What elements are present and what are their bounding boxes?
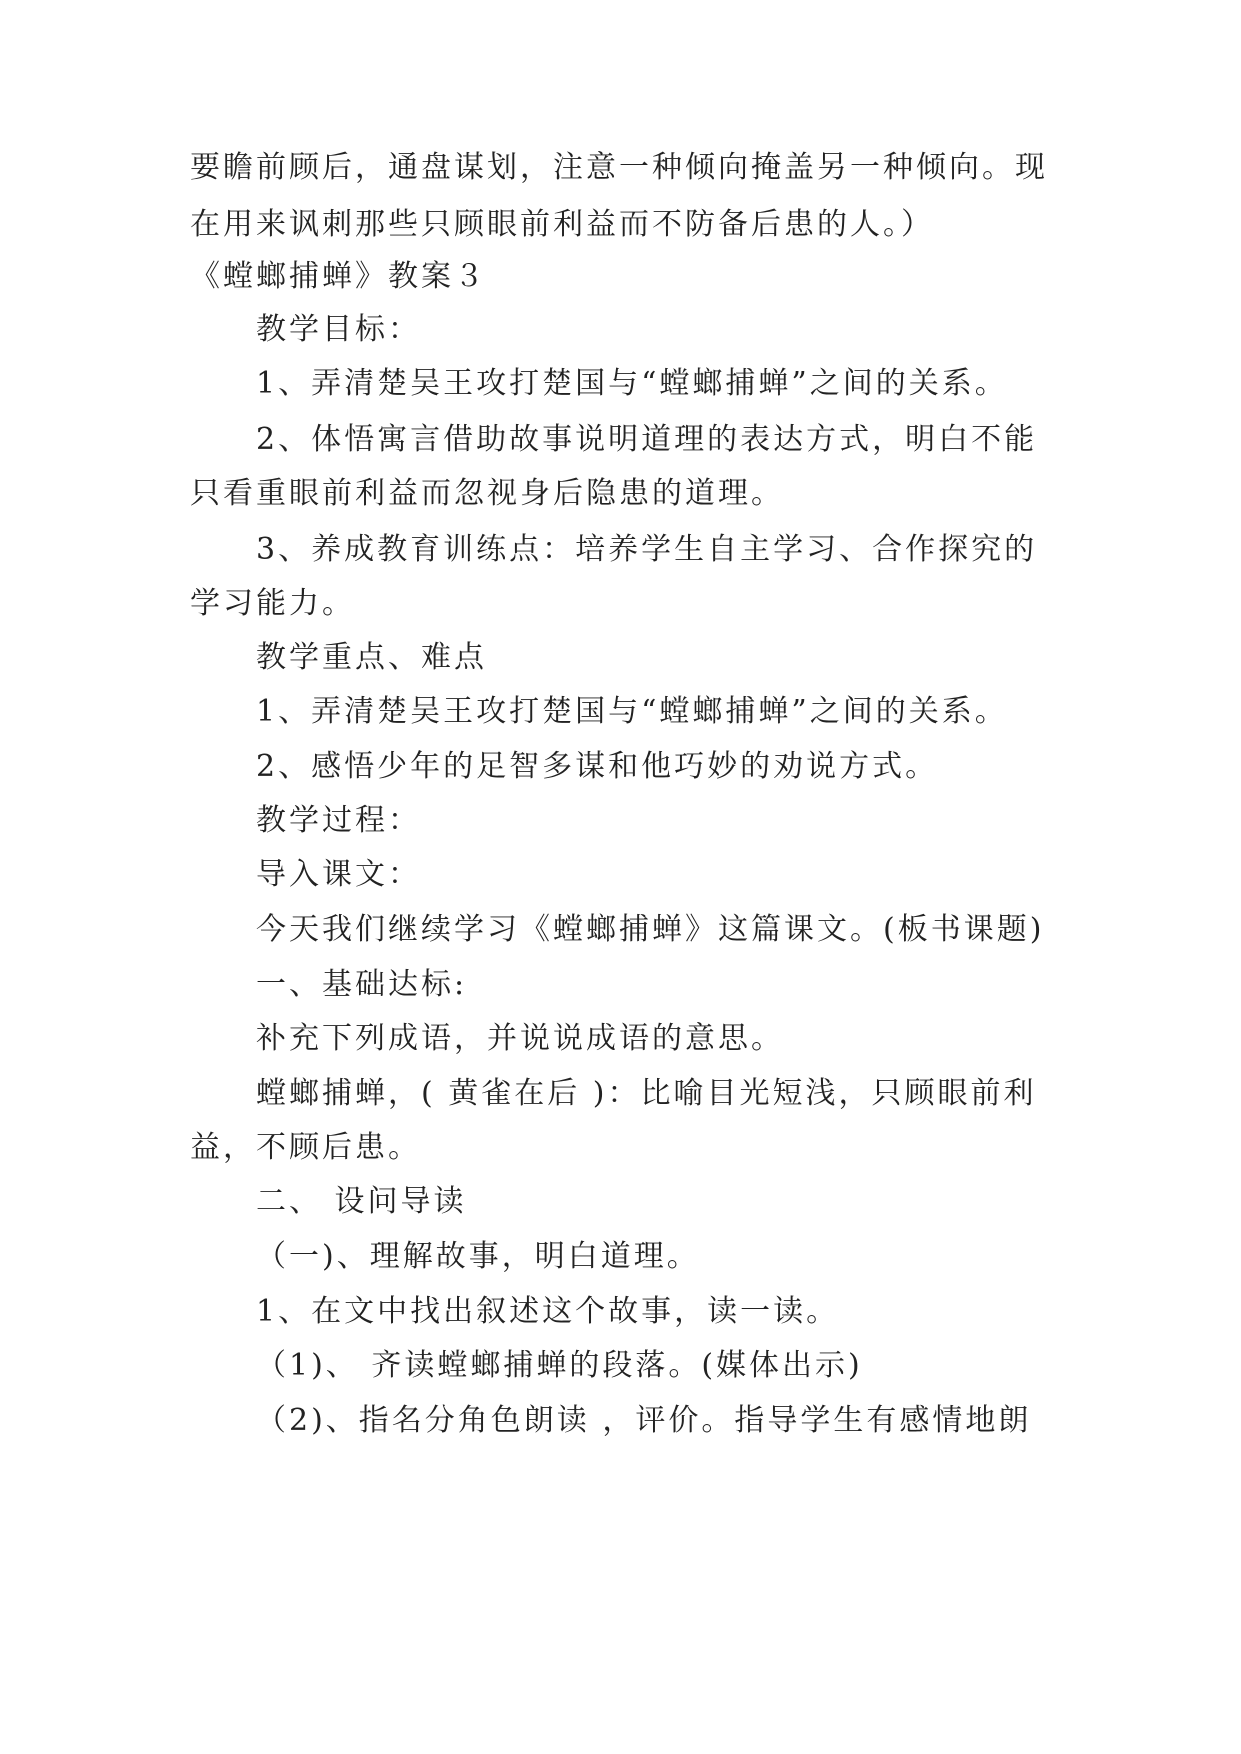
text-line: （1)、 齐读螳螂捕蝉的段落。(媒体出示): [256, 1348, 863, 1383]
text-line: 补充下列成语，并说说成语的意思。: [256, 1021, 784, 1056]
heading-key-points: 教学重点、难点: [256, 640, 487, 675]
section-title: 《螳螂捕蝉》教案３: [190, 259, 487, 294]
text-line: 在用来讽刺那些只顾眼前利益而不防备后患的人。）: [190, 207, 934, 242]
text-line: 2、体悟寓言借助故事说明道理的表达方式，明白不能: [256, 422, 1038, 457]
heading-process: 教学过程：: [256, 803, 421, 838]
text-line: 螳螂捕蝉，( 黄雀在后 )：比喻目光短浅，只顾眼前利: [256, 1076, 1037, 1111]
text-line: （2)、指名分角色朗读 ，评价。指导学生有感情地朗: [256, 1403, 1032, 1438]
text-line: （一)、理解故事，明白道理。: [256, 1239, 700, 1274]
text-line: 导入课文：: [256, 857, 421, 892]
text-line: 要瞻前顾后，通盘谋划，注意一种倾向掩盖另一种倾向。现: [190, 150, 1048, 185]
heading-teaching-goals: 教学目标：: [256, 312, 421, 347]
text-line: 1、弄清楚吴王攻打楚国与“螳螂捕蝉”之间的关系。: [256, 366, 1008, 401]
text-line: 学习能力。: [190, 586, 355, 621]
text-line: 3、养成教育训练点：培养学生自主学习、合作探究的: [256, 532, 1038, 567]
text-line: 今天我们继续学习《螳螂捕蝉》这篇课文。(板书课题): [256, 912, 1045, 947]
text-line: 1、在文中找出叙述这个故事，读一读。: [256, 1294, 840, 1329]
text-line: 2、感悟少年的足智多谋和他巧妙的劝说方式。: [256, 749, 939, 784]
text-line: 1、弄清楚吴王攻打楚国与“螳螂捕蝉”之间的关系。: [256, 694, 1008, 729]
text-line: 二、 设问导读: [256, 1184, 467, 1219]
text-line: 益，不顾后患。: [190, 1130, 421, 1165]
text-line: 一、基础达标:: [256, 967, 468, 1002]
text-line: 只看重眼前利益而忽视身后隐患的道理。: [190, 476, 784, 511]
